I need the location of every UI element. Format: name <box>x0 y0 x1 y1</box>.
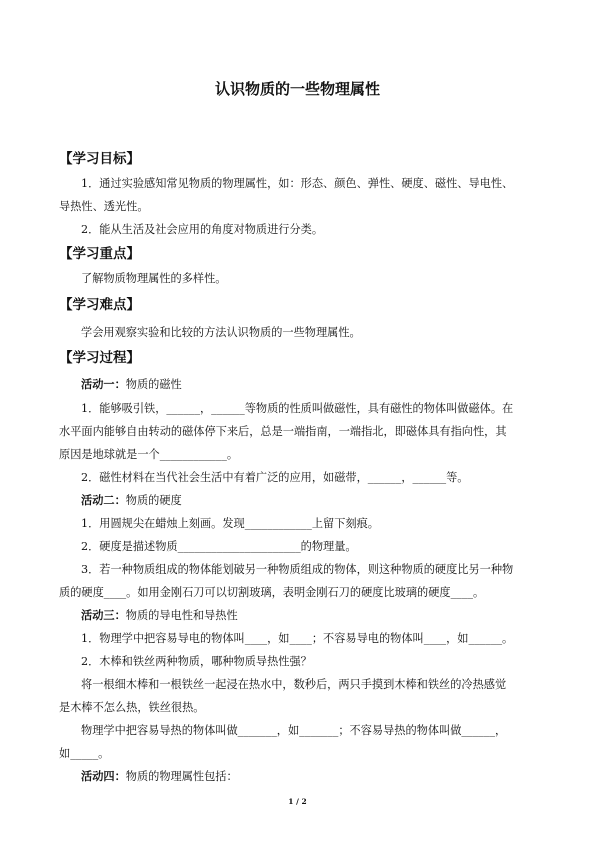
activity-1-heading <box>59 373 569 396</box>
section-heading-process: 【学习过程】 <box>59 350 140 366</box>
activity-4-heading <box>59 765 569 788</box>
section-heading-goals: 【学习目标】 <box>59 151 140 167</box>
activity-1-q1-line2: 水平面内能够自由转动的磁体停下来后，总是一端指南，一端指北，即磁体具有指向性，其 <box>59 425 507 438</box>
activity-4-title: 物质的物理属性包括： <box>125 770 238 783</box>
activity-1-q1-line1: 1．能够吸引铁，______，______等物质的性质叫做磁性，具有磁性的物体叫做磁体。在 <box>81 402 514 415</box>
activity-3-q3-line2: 如_____。 <box>59 747 110 760</box>
activity-1-q2: 2．磁性材料在当代社会生活中有着广泛的应用，如磁带，______，______等。 <box>81 471 469 484</box>
activity-2-heading <box>59 489 569 512</box>
activity-1-label: 活动一： <box>81 378 126 391</box>
difficulty-text: 学会用观察实验和比较的方法认识物质的一些物理属性。 <box>81 326 361 339</box>
activity-2-q2: 2．硬度是描述物质______________________的物理量。 <box>81 540 357 553</box>
goal-1-line2: 导热性、透光性。 <box>59 200 149 213</box>
key-text: 了解物质物理属性的多样性。 <box>81 272 227 285</box>
activity-3-q1: 1．物理学中把容易导电的物体叫____，如____；不容易导电的物体叫____，如______。 <box>81 632 514 645</box>
activity-2-title: 物质的硬度 <box>125 494 182 507</box>
goal-1-line1: 1．通过实验感知常见物质的物理属性，如：形态、颜色、弹性、硬度、磁性、导电性、 <box>81 177 514 190</box>
activity-3-title: 物质的导电性和导热性 <box>125 609 238 622</box>
goal-2: 2．能从生活及社会应用的角度对物质进行分类。 <box>81 223 324 236</box>
activity-3-q2-exp-line1: 将一根细木棒和一根铁丝一起浸在热水中，数秒后，两只手摸到木棒和铁丝的冷热感觉 <box>81 678 507 691</box>
activity-2-q1: 1．用圆规尖在蜡烛上刻画。发现____________上留下刻痕。 <box>81 517 379 530</box>
section-heading-difficulty: 【学习难点】 <box>59 297 140 313</box>
activity-2-label: 活动二： <box>81 494 126 507</box>
activity-3-q2-exp-line2: 是木棒不怎么热，铁丝很热。 <box>59 701 205 714</box>
activity-3-heading <box>59 604 569 627</box>
page-title: 认识物质的一些物理属性 <box>214 80 380 98</box>
page-number: 1 / 2 <box>288 797 307 806</box>
activity-2-q3-line1: 3．若一种物质组成的物体能划破另一种物质组成的物体，则这种物质的硬度比另一种物 <box>81 563 514 576</box>
section-heading-key: 【学习重点】 <box>59 246 140 262</box>
activity-1-title: 物质的磁性 <box>125 378 182 391</box>
activity-3-label: 活动三： <box>81 609 126 622</box>
activity-2-q3-line2: 质的硬度____。如用金刚石刀可以切割玻璃，表明金刚石刀的硬度比玻璃的硬度____。 <box>59 586 485 599</box>
activity-4-label: 活动四： <box>81 770 126 783</box>
activity-3-q2: 2．木棒和铁丝两种物质，哪种物质导热性强？ <box>81 655 312 668</box>
activity-3-q3-line1: 物理学中把容易导热的物体叫做_______，如_______；不容易导热的物体叫做______， <box>81 724 507 737</box>
activity-1-q1-line3: 原因是地球就是一个____________。 <box>59 448 239 461</box>
